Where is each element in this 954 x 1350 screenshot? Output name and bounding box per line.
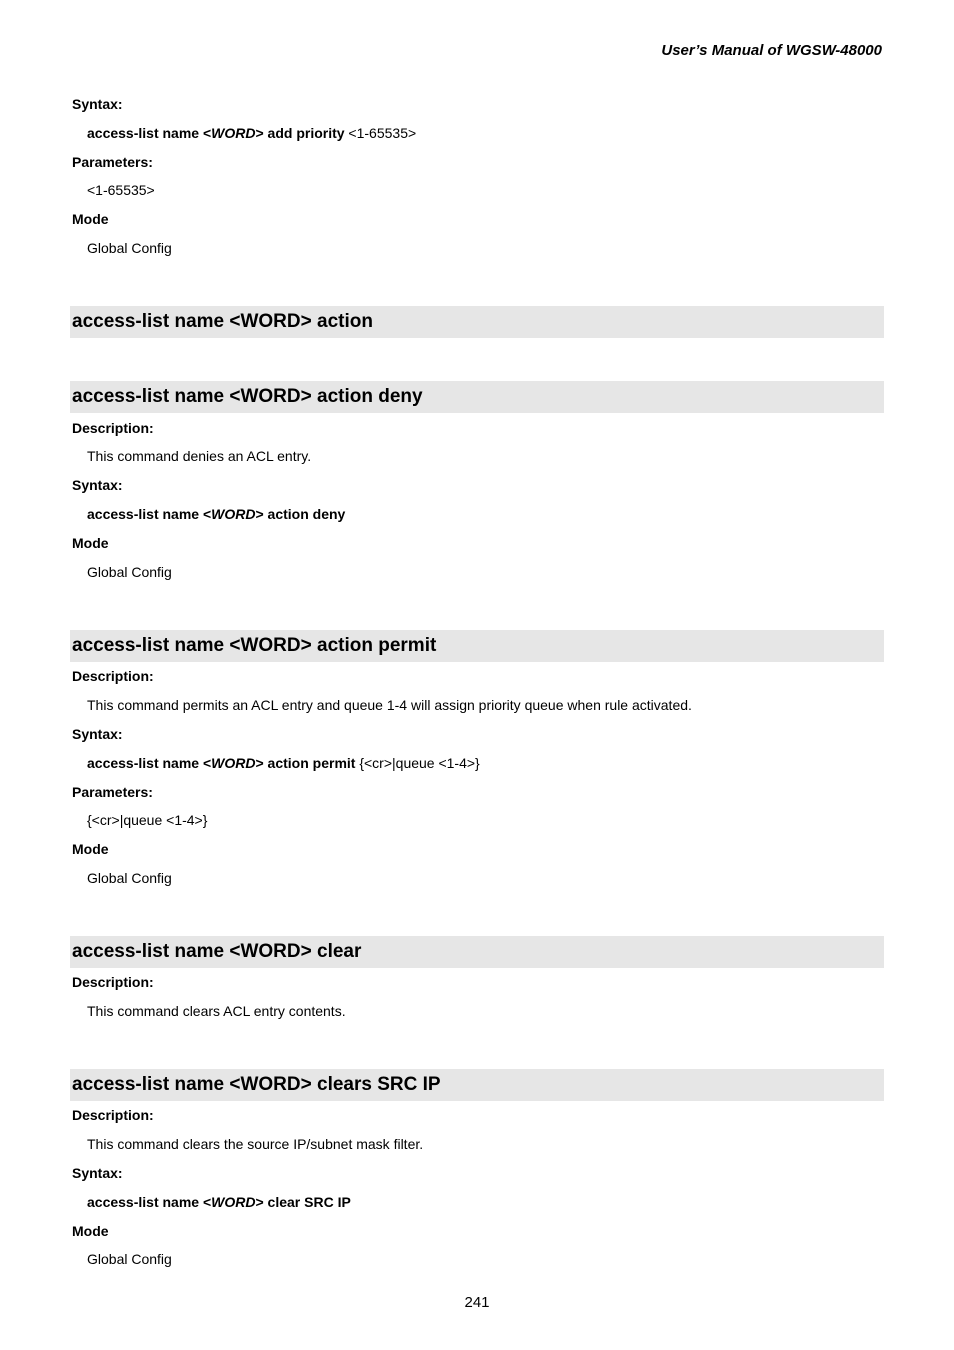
section-heading bbox=[70, 381, 884, 413]
syntax-command bbox=[87, 505, 345, 523]
syntax-cmd-part: access-list name < bbox=[87, 755, 212, 771]
section-title: access-list name <WORD> clear bbox=[72, 941, 362, 962]
description-label: Description: bbox=[72, 668, 154, 684]
mode-text: Global Config bbox=[87, 1251, 172, 1267]
mode-text: Global Config bbox=[87, 564, 172, 580]
parameters-label: Parameters: bbox=[72, 154, 153, 170]
parameters-text: <1-65535> bbox=[87, 182, 155, 198]
syntax-word: WORD bbox=[211, 755, 256, 771]
description-text: This command denies an ACL entry. bbox=[87, 448, 312, 464]
syntax-label: Syntax: bbox=[72, 96, 123, 112]
syntax-word: WORD bbox=[211, 1194, 256, 1210]
description-label: Description: bbox=[72, 974, 154, 990]
syntax-label: Syntax: bbox=[72, 1165, 123, 1181]
syntax-word: WORD bbox=[211, 125, 256, 141]
syntax-command bbox=[87, 754, 480, 772]
syntax-word: WORD bbox=[211, 506, 256, 522]
description-text: This command clears the source IP/subnet mask filter. bbox=[87, 1136, 424, 1152]
syntax-cmd-part: access-list name < bbox=[87, 1194, 212, 1210]
section-title: access-list name <WORD> action deny bbox=[72, 386, 423, 407]
syntax-label: Syntax: bbox=[72, 726, 123, 742]
description-label: Description: bbox=[72, 420, 154, 436]
section-title: access-list name <WORD> action bbox=[72, 311, 373, 332]
manual-header-title: User’s Manual of WGSW-48000 bbox=[661, 42, 882, 59]
syntax-arg: <1-65535> bbox=[344, 125, 417, 141]
section-heading bbox=[70, 936, 884, 968]
mode-label: Mode bbox=[72, 841, 109, 857]
parameters-label: Parameters: bbox=[72, 784, 153, 800]
section-title: access-list name <WORD> clears SRC IP bbox=[72, 1074, 441, 1095]
page-number: 241 bbox=[464, 1294, 490, 1311]
syntax-cmd-part: access-list name < bbox=[87, 125, 212, 141]
section-heading bbox=[70, 630, 884, 662]
parameters-text: {<cr>|queue <1-4>} bbox=[87, 812, 208, 828]
syntax-label: Syntax: bbox=[72, 477, 123, 493]
mode-text: Global Config bbox=[87, 240, 172, 256]
mode-text: Global Config bbox=[87, 870, 172, 886]
mode-label: Mode bbox=[72, 1223, 109, 1239]
description-text: This command clears ACL entry contents. bbox=[87, 1003, 346, 1019]
mode-label: Mode bbox=[72, 535, 109, 551]
syntax-cmd-part: > action permit bbox=[255, 755, 356, 771]
syntax-command bbox=[87, 124, 416, 142]
description-text: This command permits an ACL entry and queue 1-4 will assign priority queue when rule activated. bbox=[87, 697, 692, 713]
section-heading bbox=[70, 306, 884, 338]
description-label: Description: bbox=[72, 1107, 154, 1123]
syntax-cmd-part: access-list name < bbox=[87, 506, 212, 522]
syntax-cmd-part: > add priority bbox=[255, 125, 345, 141]
syntax-arg: {<cr>|queue <1-4>} bbox=[355, 755, 480, 771]
syntax-cmd-part: > action deny bbox=[255, 506, 346, 522]
mode-label: Mode bbox=[72, 211, 109, 227]
syntax-cmd-part: > clear SRC IP bbox=[255, 1194, 351, 1210]
section-title: access-list name <WORD> action permit bbox=[72, 635, 437, 656]
syntax-command bbox=[87, 1193, 351, 1211]
section-heading bbox=[70, 1069, 884, 1101]
